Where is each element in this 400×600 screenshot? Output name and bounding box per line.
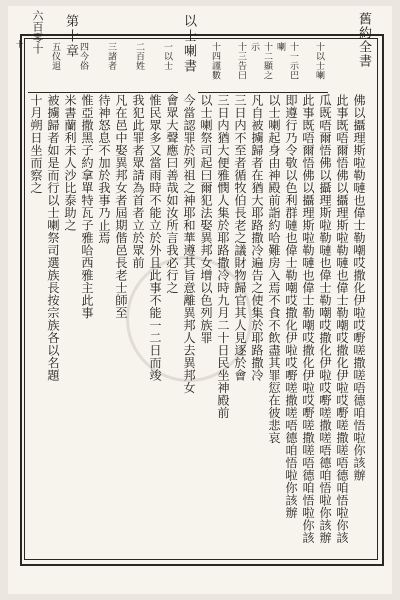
text-column: 待神怒息不加於我事乃止焉	[97, 94, 111, 244]
note-top-5: 十四謹數	[210, 42, 220, 80]
note-left-2: 二百姓	[134, 42, 144, 71]
text-column: 三日内不至者循牧伯長老之議財物歸官其人見逐於會	[233, 94, 247, 382]
text-column: 被擄歸者如是而行以士喇祭司選族長按宗族各以名題	[46, 94, 60, 382]
text-column: 此事既唔爾悟佛以攝理斯啦勒嗹也偉士勒嘲哎撒化伊啦哎嘢嗟撒嗟唔德咱悟啦你該	[335, 94, 349, 544]
notes-left-block	[28, 40, 178, 93]
text-column: 即遵行乃令敬以色利群嗹也偉士勒嘲哎撒化伊啦哎嘢嗟撒嗟唔德咱悟啦你該辦	[284, 94, 298, 519]
text-column: 今當認罪於列祖之神耶和華遵其旨意離異邦人去異邦女	[182, 94, 196, 394]
scripture-page	[8, 6, 392, 594]
text-column: 以士喇起身由神殿前詣約哈難房入焉不食不飲盡其罪愆在彼悲哀	[267, 94, 281, 444]
text-column: 三日内猶大便雅憫人集於耶路撒冷時九月二十日民坐神殿前	[216, 94, 230, 419]
text-column: 米書蘭利未人沙比泰助之	[63, 94, 77, 232]
text-column: 佛以攝理斯啦勒嗹也偉士勒嘲哎撒化伊啦哎嘢嗟撒嗟唔德咱悟啦你該辦	[352, 94, 366, 482]
note-top-1: 十以士喇	[314, 42, 324, 80]
text-column: 瓜既唔爾悟佛以攝理斯啦勒嗹也偉士勒嘲哎撒化伊啦哎嘢嗟撒嗟唔德咱悟啦你該辦	[318, 94, 332, 544]
note-left-1: 一以士	[162, 42, 172, 71]
scripture-body	[28, 94, 368, 554]
text-column: 以士喇祭司起曰爾犯法娶異邦女增以色列族罪	[199, 94, 213, 344]
text-column: 惟亞撒黑子約拿單特瓦子雅哈西雅主此事	[80, 94, 94, 319]
notes-top-block	[198, 40, 328, 93]
note-top-3: 十二顯之示	[249, 42, 272, 80]
chapter-label: 第十章	[63, 14, 78, 59]
text-column: 我犯此罪者眾請為首者立於眾前	[131, 94, 145, 269]
note-top-2: 十一示巴喇	[275, 42, 298, 80]
text-column: 會眾大聲應曰善哉如汝所言我必行之	[165, 94, 179, 294]
page-number: 六百零十	[31, 10, 44, 54]
note-left-5: 五仪退	[50, 42, 60, 71]
text-column: 十月朔日坐而察之	[29, 94, 43, 194]
text-column: 凡在邑中娶異邦女者屆期偕邑長老士師至	[114, 94, 128, 319]
book-title: 舊約全書	[356, 12, 371, 68]
text-column: 惟民眾多又當雨時不能立於外且此事不能一二日而竣	[148, 94, 162, 382]
text-column: 凡自被擄歸者在猶大耶路撒冷遍告之使集於耶路撒冷	[250, 94, 264, 382]
note-top-4: 十三告曰	[236, 42, 246, 80]
book-name: 以士喇書	[181, 14, 196, 74]
text-column: 此事既唔爾悟佛以攝理斯啦勒嗹也偉士勒嘲哎撒化伊啦哎嘢嗟撒嗟唔德咱悟啦你該	[301, 94, 315, 544]
gutter-number: 十	[15, 40, 24, 48]
note-left-4: 四今俗	[78, 42, 88, 71]
note-left-3: 三諸者	[106, 42, 116, 71]
